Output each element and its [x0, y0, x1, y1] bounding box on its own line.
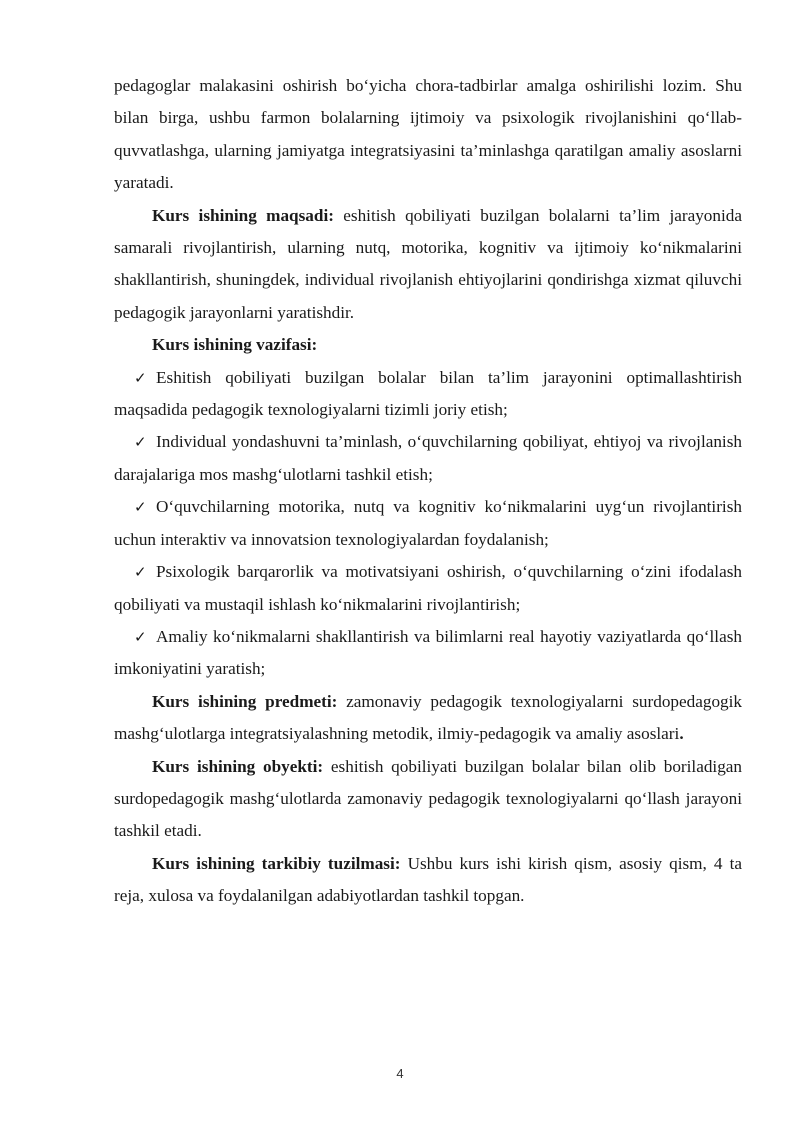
goal-heading: Kurs ishining maqsadi:	[152, 205, 334, 225]
structure-paragraph	[114, 848, 742, 913]
task-item	[114, 556, 742, 621]
checkmark-icon: ✓	[134, 368, 147, 387]
subject-paragraph	[114, 686, 742, 751]
checkmark-icon: ✓	[134, 563, 147, 582]
checkmark-icon: ✓	[134, 498, 147, 517]
task-item	[114, 491, 742, 556]
structure-text: Ushbu kurs ishi kirish qism, asosiy qism, 4 ta reja, xulosa va foydalanilgan adabiyotlardan tashkil topgan.	[114, 853, 742, 906]
subject-end-mark: .	[679, 724, 684, 744]
document-page	[114, 70, 742, 913]
tasks-heading: Kurs ishining vazifasi:	[152, 335, 318, 355]
subject-text: zamonaviy pedagogik texnologiyalarni surdopedagogik mashg‘ulotlarga integratsiyalashning metodik, ilmiy-pedagogik va amaliy asoslari	[114, 691, 743, 744]
object-text: eshitish qobiliyati buzilgan bolalar bilan olib boriladigan surdopedagogik mashg‘ulotlarda zamonaviy pedagogik texnologiyalarni qo‘llash jarayoni tashkil etadi.	[114, 756, 743, 841]
checkmark-icon: ✓	[134, 433, 147, 452]
object-heading: Kurs ishining obyekti:	[152, 756, 324, 776]
subject-heading: Kurs ishining predmeti:	[152, 691, 338, 711]
page-number: 4	[396, 1066, 404, 1081]
task-item-text: Psixologik barqarorlik va motivatsiyani oshirish, o‘quvchilarning o‘zini ifodalash qobiliyati va mustaqil ishlash ko‘nikmalarini rivojlantirish;	[114, 562, 742, 614]
object-paragraph	[114, 751, 742, 848]
intro-paragraph: pedagoglar malakasini oshirish bo‘yicha chora-tadbirlar amalga oshirilishi lozim. Shu bilan birga, ushbu farmon bolalarning ijtimoiy va psixologik rivojlanishini qo‘llab-quvvatlashga, ularning jamiyatga integratsiyasini ta’minlashga qaratilgan amaliy asoslarni yaratadi.	[114, 76, 742, 193]
task-item-text: Eshitish qobiliyati buzilgan bolalar bilan ta’lim jarayonini optimallashtirish maqsadida pedagogik texnologiyalarni tizimli joriy etish;	[114, 367, 742, 420]
task-item-text: Amaliy ko‘nikmalarni shakllantirish va bilimlarni real hayotiy vaziyatlarda qo‘llash imkoniyatini yaratish;	[114, 626, 742, 679]
task-item	[114, 426, 742, 491]
task-item	[114, 362, 742, 427]
task-item-text: Individual yondashuvni ta’minlash, o‘quvchilarning qobiliyat, ehtiyoj va rivojlanish darajalariga mos mashg‘ulotlarni tashkil etish;	[114, 432, 742, 484]
goal-paragraph	[114, 200, 742, 330]
structure-heading: Kurs ishining tarkibiy tuzilmasi:	[152, 853, 401, 873]
checkmark-icon: ✓	[134, 627, 147, 646]
goal-text: eshitish qobiliyati buzilgan bolalarni ta’lim jarayonida samarali rivojlantirish, ularning nutq, motorika, kognitiv va ijtimoiy ko‘nikmalarini shakllantirish, shuningdek, individual rivojlanish ehtiyojlarini qondirishga xizmat qiluvchi pedagogik jarayonlarni yaratishdir.	[114, 205, 742, 322]
tasks-heading-paragraph	[114, 329, 742, 361]
task-item-text: O‘quvchilarning motorika, nutq va kognitiv ko‘nikmalarini uyg‘un rivojlantirish uchun interaktiv va innovatsion texnologiyalardan foydalanish;	[114, 497, 742, 549]
task-item	[114, 621, 742, 686]
